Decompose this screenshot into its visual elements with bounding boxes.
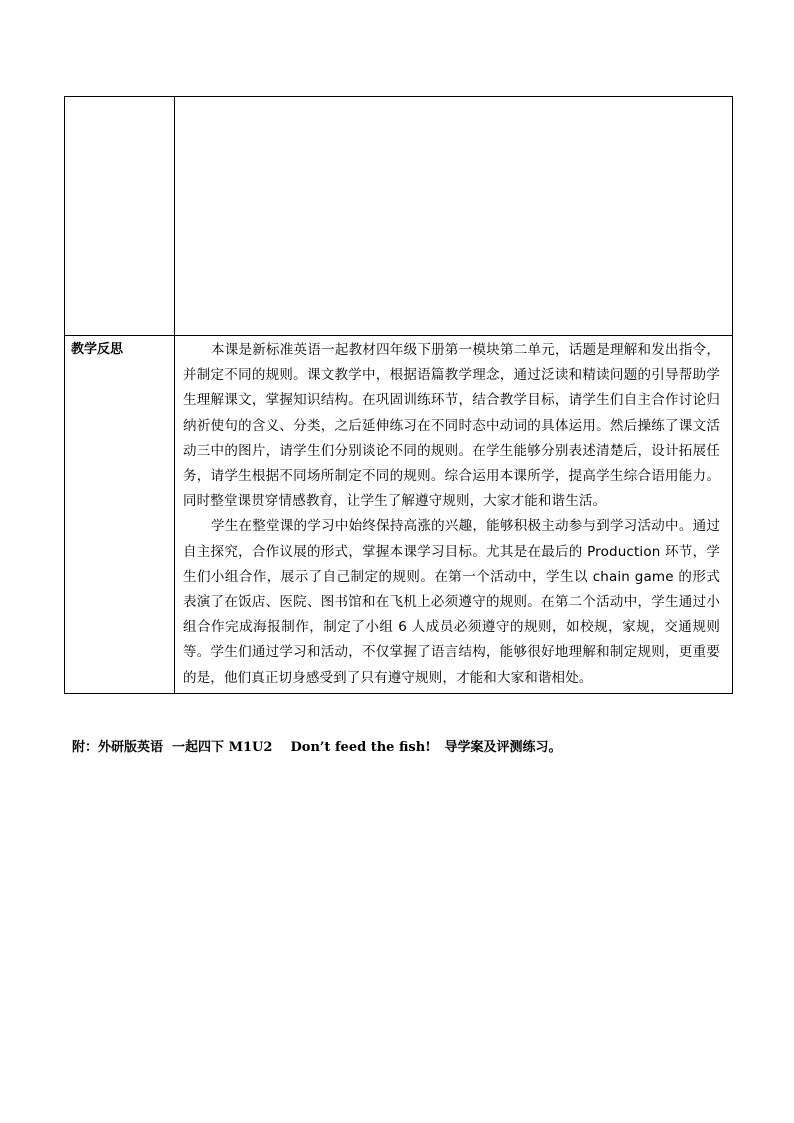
- table-row-blank: [65, 97, 733, 336]
- reflection-content: [175, 336, 733, 694]
- reflection-paragraph-1: 本课是新标准英语一起教材四年级下册第一模块第二单元，话题是理解和发出指令，并制定不同的规则。课文教学中，根据语篇教学理念，通过泛读和精读问题的引导帮助学生理解课文，掌握知识结构。在巩固训练环节，结合教学目标，请学生们自主合作讨论归纳祈使句的含义、分类，之后延伸练习在不同时态中动词的具体运用。然后操练了课文活动三中的图片，请学生们分别谈论不同的规则。在学生能够分别表述清楚后，设计拓展任务，请学生根据不同场所制定不同的规则。综合运用本课所学，提高学生综合语用能力。同时整堂课贯穿情感教育，让学生了解遵守规则，大家才能和谐生活。: [183, 342, 720, 510]
- appendix-note: 附：外研版英语 一起四下 M1U2 Don’t feed the fish! 导学案及评测练习。: [72, 740, 562, 755]
- reflection-paragraph-2: 学生在整堂课的学习中始终保持高涨的兴趣，能够积极主动参与到学习活动中。通过自主探究，合作议展的形式，掌握本课学习目标。尤其是在最后的 Production 环节，学生们小组合作，展示了自己制定的规则。在第一个活动中，学生以 chain game 的形式表演了在饭店、医院、图书馆和在飞机上必须遵守的规则。在第二个活动中，学生通过小组合作完成海报制作，制定了小组 6 人成员必须遵守的规则，如校规，家规，交通规则等。学生们通过学习和活动，不仅掌握了语言结构，能够很好地理解和制定规则，更重要的是，他们真正切身感受到了只有遵守规则，才能和大家和谐相处。: [183, 518, 720, 686]
- reflection-label: 教学反思: [65, 336, 175, 694]
- blank-label-cell: [65, 97, 175, 336]
- lesson-table: [64, 96, 733, 694]
- table-row-reflection: [65, 336, 733, 694]
- blank-content-cell: [175, 97, 733, 336]
